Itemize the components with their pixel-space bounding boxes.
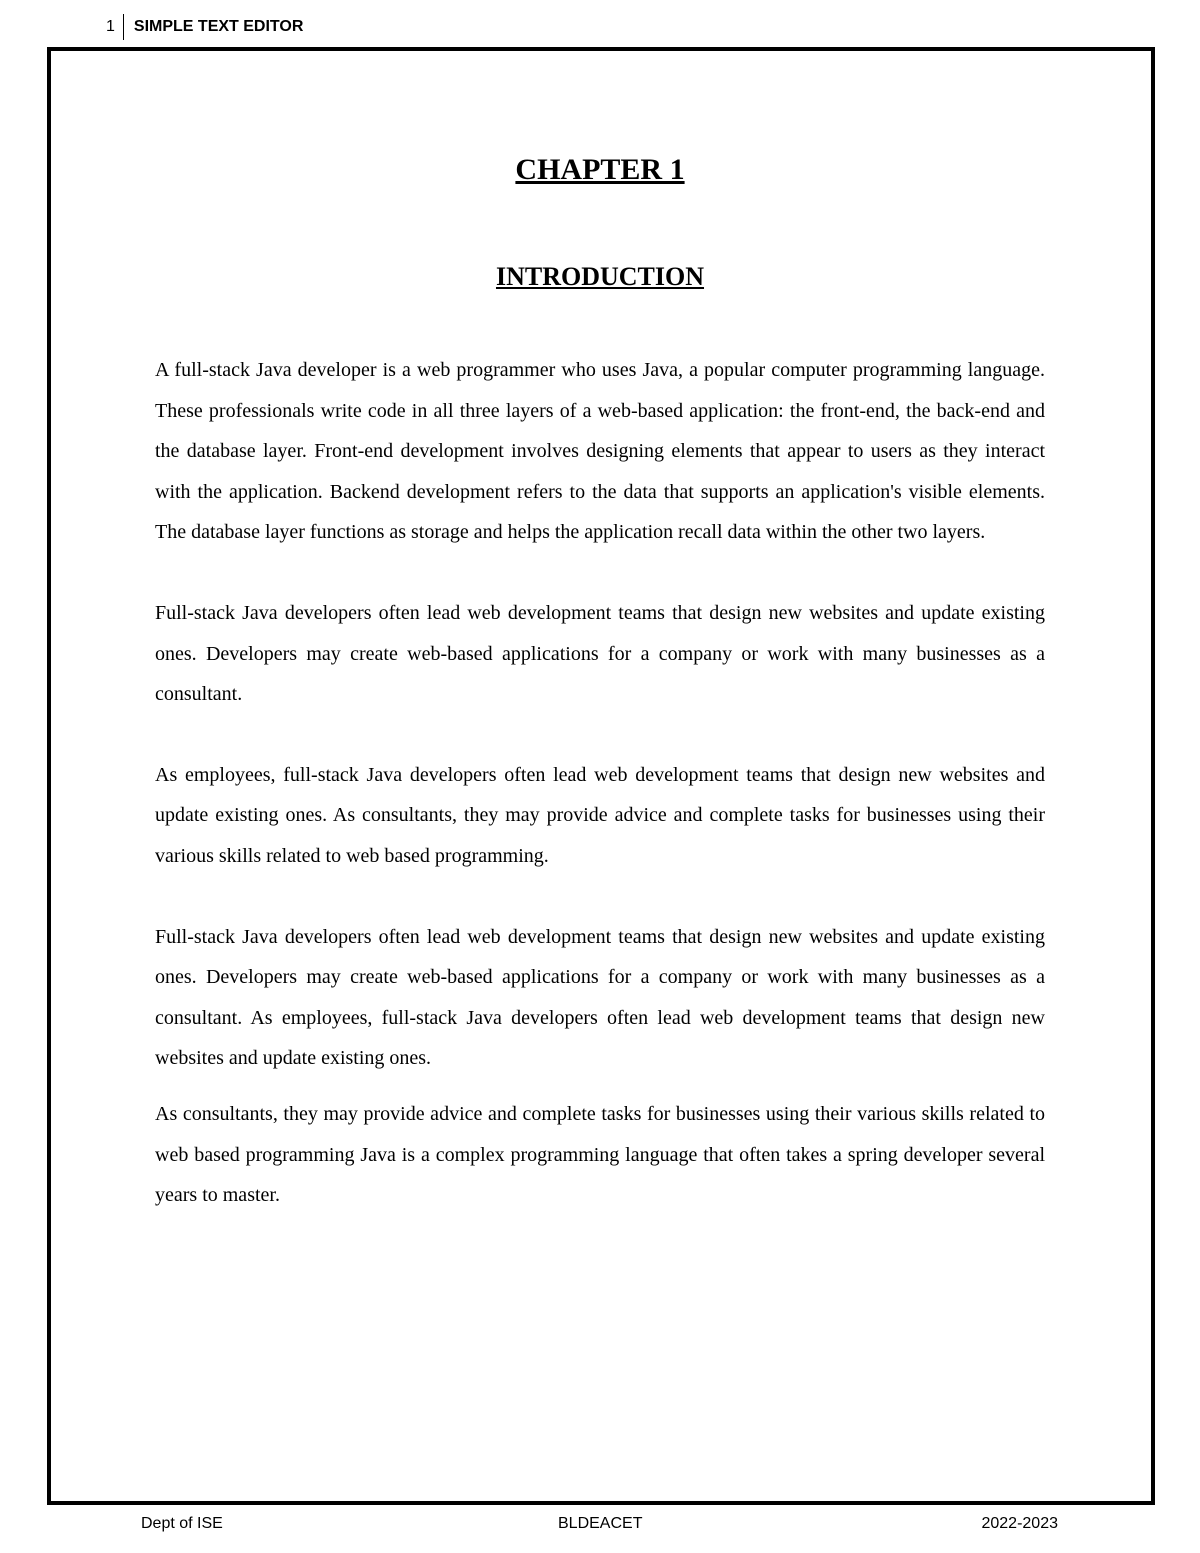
paragraph: Full-stack Java developers often lead web development teams that design new websites and update existing ones. Developers may create web-based applications for a company or work with many businesses as a consultant. xyxy=(155,601,1045,706)
page-content xyxy=(155,150,1045,1216)
page-header xyxy=(106,14,303,40)
footer-department: Dept of ISE xyxy=(141,1515,223,1532)
section-heading: INTRODUCTION xyxy=(495,262,705,291)
paragraph: As employees, full-stack Java developers often lead web development teams that design new websites and update existing ones. As consultants, they may provide advice and complete tasks for businesses using their various skills related to web based programming. xyxy=(155,763,1045,867)
document-title: SIMPLE TEXT EDITOR xyxy=(133,18,304,35)
footer-year: 2022-2023 xyxy=(981,1515,1058,1532)
paragraph: Full-stack Java developers often lead web development teams that design new websites and update existing ones. Developers may create web-based applications for a company or work with many businesses as a consultant. As employees, full-stack Java developers often lead web development teams that design new websites and update existing ones. xyxy=(155,925,1045,1070)
paragraph: A full-stack Java developer is a web programmer who uses Java, a popular computer programming language. These professionals write code in all three layers of a web-based application: the front-end, the back-end and the database layer. Front-end development involves designing elements that appear to users as they interact with the application. Backend development refers to the data that supports an application's visible elements. The database layer functions as storage and helps the application recall data within the other two layers. xyxy=(155,359,1045,544)
page-number: 1 xyxy=(106,18,115,35)
paragraph: As consultants, they may provide advice and complete tasks for businesses using their various skills related to web based programming Java is a complex programming language that often takes a spring developer several years to master. xyxy=(155,1102,1045,1207)
chapter-heading: CHAPTER 1 xyxy=(515,153,685,186)
footer-college: BLDEACET xyxy=(558,1515,643,1532)
